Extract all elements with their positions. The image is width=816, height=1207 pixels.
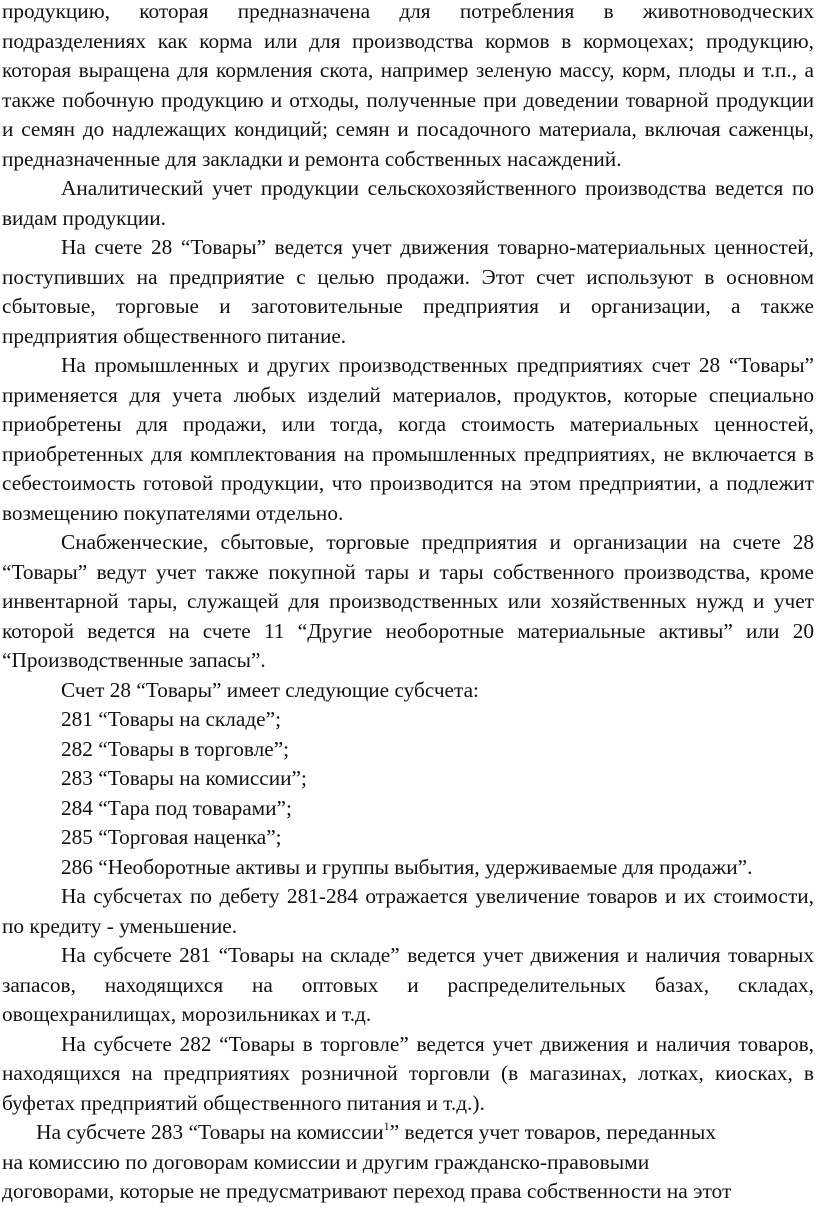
paragraph-subaccount-283 xyxy=(2,1118,814,1207)
subaccount-285: 285 “Торговая наценка”; xyxy=(61,825,282,849)
footnote-mark[interactable]: 1 xyxy=(383,1119,390,1133)
paragraph-283-line-3: договорами, которые не предусматривают переход права собственности на этот xyxy=(2,1179,732,1203)
paragraph-packaging: Снабженческие, сбытовые, торговые предприятия и организации на счете 28 “Товары” ведут учет также покупной тары и тары собственного производства, кроме инвентарной тары, служащей для производственных или хозяйственных нужд и учет которой ведется на счете 11 “Другие необоротные материальные активы” или 20 “Производственные запасы”. xyxy=(2,530,814,672)
line-1-end: ” ведется учет товаров, переданных xyxy=(389,1120,717,1144)
paragraph-subaccount-281: На субсчете 281 “Товары на складе” ведется учет движения и наличия товарных запасов, находящихся на оптовых и распределительных базах, складах, овощехранилищах, морозильниках и т.д. xyxy=(2,943,814,1026)
paragraph-account-28: На счете 28 “Товары” ведется учет движения товарно-материальных ценностей, поступивших на предприятие с целью продажи. Этот счет используют в основном сбытовые, торговые и заготовительные предприятия и организации, а также предприятия общественного питание. xyxy=(2,235,814,348)
paragraph-283-line-2: на комиссию по договорам комиссии и другим гражданско-правовыми xyxy=(2,1149,650,1174)
paragraph-debit-credit: На субсчетах по дебету 281-284 отражается увеличение товаров и их стоимости, по кредиту - уменьшение. xyxy=(2,884,814,938)
paragraph-analytic-accounting: Аналитический учет продукции сельскохозяйственного производства ведется по видам продукции. xyxy=(2,176,814,230)
subaccount-284: 284 “Тара под товарами”; xyxy=(61,795,292,820)
paragraph-283-line-1 xyxy=(2,1118,814,1148)
subaccount-282: 282 “Товары в торговле”; xyxy=(61,736,290,761)
subaccount-281: 281 “Товары на складе”; xyxy=(61,707,281,731)
paragraph-industrial-enterprises: На промышленных и других производственных предприятиях счет 28 “Товары” применяется для учета любых изделий материалов, продуктов, которые специально приобретены для продажи, или тогда, когда стоимость материальных ценностей, приобретенных для комплектования на промышленных предприятиях, не включается в себестоимость готовой продукции, что производится на этом предприятии, а подлежит возмещению покупателями отдельно. xyxy=(2,353,814,525)
line-1-start: На субсчете 283 “Товары на комиссии xyxy=(36,1120,384,1144)
document-page xyxy=(2,0,814,1207)
paragraph-subaccount-282: На субсчете 282 “Товары в торговле” ведется учет движения и наличия товаров, находящихся на предприятиях розничной торговли (в магазинах, лотках, киосках, в буфетах предприятий общественного питания и т.д.). xyxy=(2,1031,814,1115)
subaccount-283: 283 “Товары на комиссии”; xyxy=(61,766,307,790)
subaccount-286: 286 “Необоротные активы и группы выбытия, удерживаемые для продажи”. xyxy=(61,854,753,879)
paragraph-subaccounts-intro: Счет 28 “Товары” имеет следующие субсчета: xyxy=(61,677,479,702)
paragraph-continuation: продукцию, которая предназначена для потребления в животноводческих подразделениях как корма или для производства кормов в кормоцехах; продукцию, которая выращена для кормления скота, например зеленую массу, корм, плоды и т.п., а также побочную продукцию и отходы, полученные при доведении товарной продукции и семян до надлежащих кондиций; семян и посадочного материала, включая саженцы, предназначенные для закладки и ремонта собственных насаждений. xyxy=(2,0,814,171)
